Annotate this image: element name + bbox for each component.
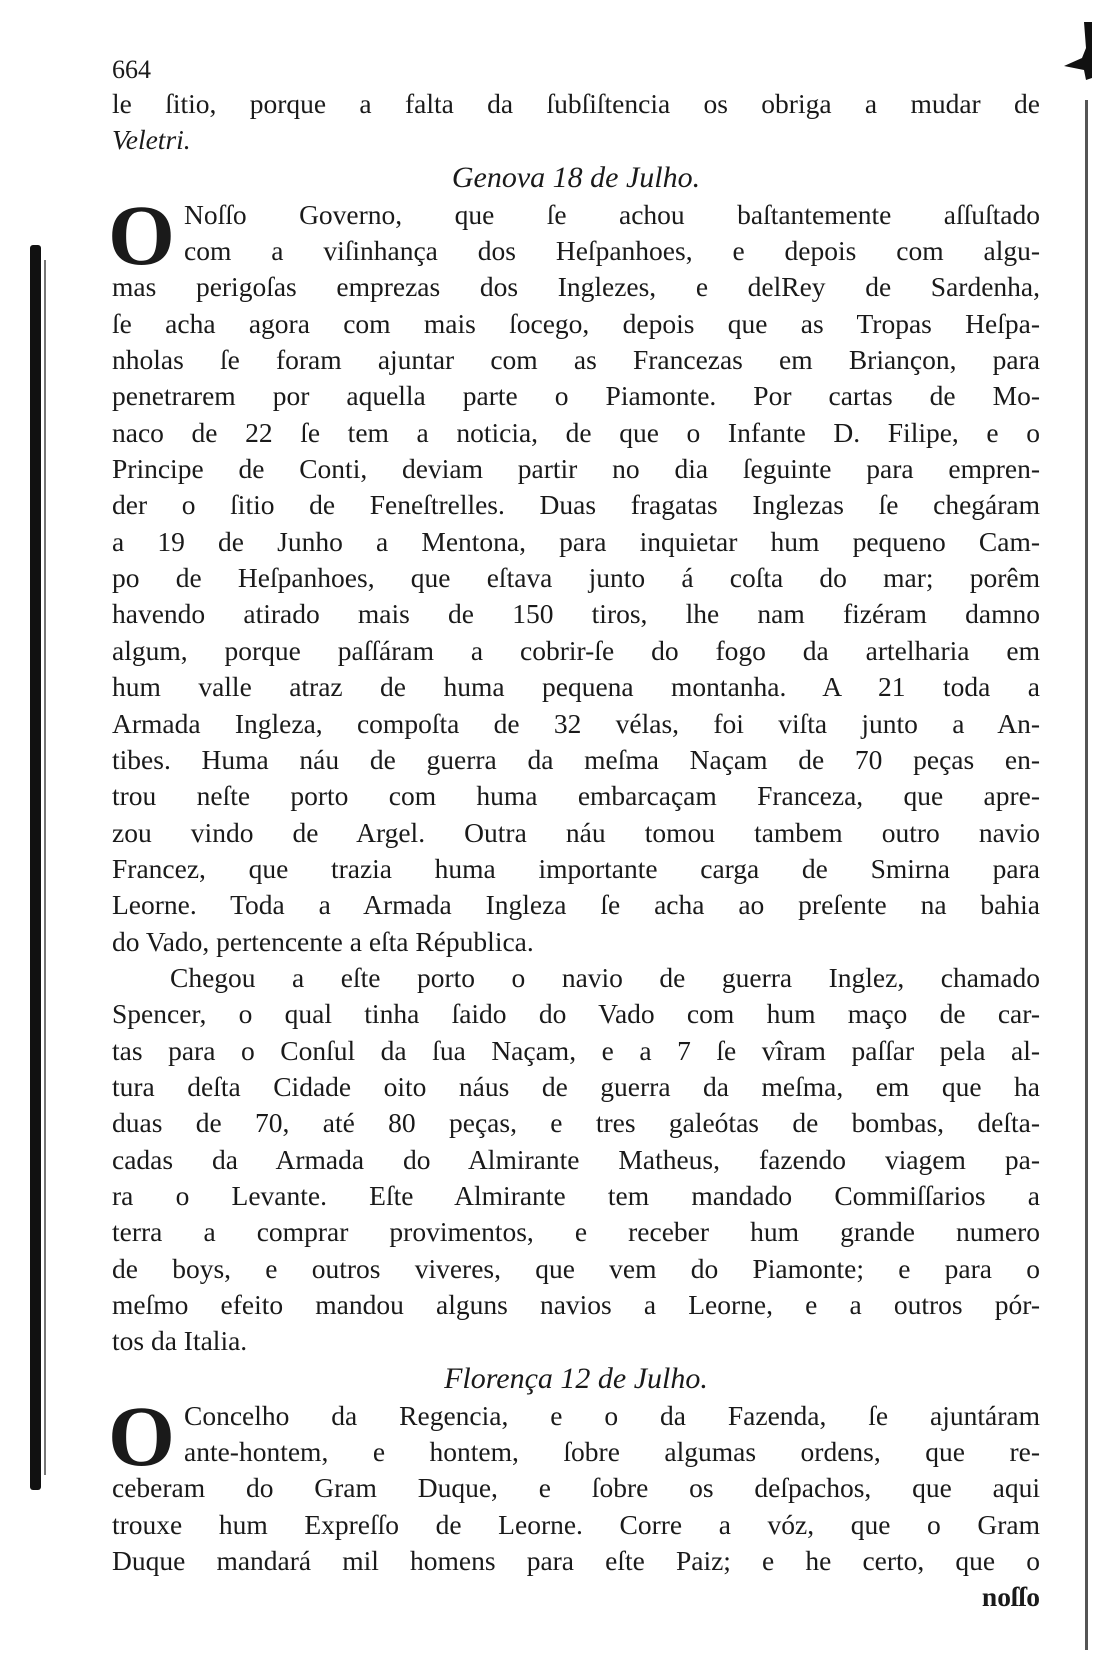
text-line: de boys, e outros viveres, que vem do Piamonte; e para o (112, 1252, 1040, 1284)
text-line: Leorne. Toda a Armada Ingleza ſe acha ao preſente na bahia (112, 889, 1040, 921)
text-line: Concelho da Regencia, e o da Fazenda, ſe ajuntáram (184, 1399, 1040, 1431)
text-line: tas para o Conſul da ſua Naçam, e a 7 ſe vîram paſſar pela al- (112, 1034, 1040, 1066)
text-line: ſe acha agora com mais ſocego, depois que as Tropas Heſpa- (112, 307, 1040, 339)
text-line: a 19 de Junho a Mentona, para inquietar hum pequeno Cam- (112, 525, 1040, 557)
text-line: penetrarem por aquella parte o Piamonte. Por cartas de Mo- (112, 380, 1040, 412)
text-line: zou vindo de Argel. Outra náu tomou tambem outro navio (112, 816, 1040, 848)
dateline-florenca: Florença 12 de Julho. (444, 1361, 708, 1395)
article-paragraph (108, 186, 1040, 960)
page-number: 664 (112, 55, 151, 84)
drop-cap: O (108, 186, 175, 283)
text-line: Spencer, o qual tinha ſaido do Vado com hum maço de car- (112, 998, 1040, 1030)
page-text (108, 52, 1040, 1616)
page-corner-mark (1062, 18, 1100, 108)
text-line: meſmo efeito mandou alguns navios a Leorne, e a outros pór- (112, 1289, 1040, 1320)
text-line: ceberam do Gram Duque, e ſobre os deſpachos, que aqui (112, 1472, 1040, 1504)
page-edge-line (1085, 100, 1088, 1650)
text-line: duas de 70, até 80 peças, e tres galeótas de bombas, deſta- (112, 1107, 1040, 1139)
text-line: Principe de Conti, deviam partir no dia ſeguinte para empren- (112, 453, 1040, 485)
text-line: Chegou a eſte porto o navio de guerra Inglez, chamado (170, 961, 1040, 993)
article-paragraph (108, 1387, 1040, 1616)
text-line: terra a comprar provimentos, e receber hum grande numero (112, 1216, 1040, 1248)
text-line: Francez, que trazia huma importante carga de Smirna para (112, 852, 1040, 884)
text-line: do Vado, pertencente a eſta Républica. (112, 925, 534, 957)
text-line: Duque mandará mil homens para eſte Paiz; e he certo, que o (112, 1545, 1040, 1577)
text-line: tura deſta Cidade oito náus de guerra da meſma, em que ha (112, 1070, 1040, 1102)
text-line: trouxe hum Expreſſo de Leorne. Corre a vóz, que o Gram (112, 1508, 1040, 1540)
text-line: nholas ſe foram ajuntar com as Francezas em Briançon, para (112, 344, 1040, 376)
text-line: Noſſo Governo, que ſe achou baſtantemente aſſuſtado (184, 198, 1040, 230)
article-paragraph (112, 960, 1040, 1360)
binding-edge-line (44, 260, 46, 1475)
text-line: der o ſitio de Feneſtrelles. Duas fragatas Inglezas ſe chegáram (112, 489, 1040, 521)
drop-cap: O (108, 1387, 175, 1484)
text-line: mas perigoſas emprezas dos Inglezes, e delRey de Sardenha, (112, 271, 1040, 303)
text-line: ante-hontem, e hontem, ſobre algumas ordens, que re- (184, 1436, 1040, 1468)
binding-shadow (30, 245, 41, 1490)
text-line: algum, porque paſſáram a cobrir-ſe do fogo da artelharia em (112, 634, 1040, 666)
text-line: ra o Levante. Eſte Almirante tem mandado Commiſſarios a (112, 1179, 1040, 1211)
text-line: le ſitio, porque a falta da ſubſiſtencia os obriga a mudar de (112, 88, 1040, 119)
text-line: com a viſinhança dos Heſpanhoes, e depois com algu- (184, 235, 1040, 267)
text-line: hum valle atraz de huma pequena montanha. A 21 toda a (112, 671, 1040, 703)
text-line: Armada Ingleza, compoſta de 32 vélas, foi viſta junto a An- (112, 707, 1040, 739)
dateline-genova: Genova 18 de Julho. (451, 160, 701, 194)
text-line: naco de 22 ſe tem a noticia, de que o Infante D. Filipe, e o (112, 416, 1040, 448)
text-line: cadas da Armada do Almirante Matheus, fazendo viagem pa- (112, 1143, 1040, 1175)
catchword: noſſo (981, 1581, 1040, 1613)
text-line: Veletri. (112, 124, 191, 156)
text-line: tibes. Huma náu de guerra da meſma Naçam de 70 peças en- (112, 743, 1040, 775)
text-line: havendo atirado mais de 150 tiros, lhe nam fizéram damno (112, 598, 1040, 630)
text-line: tos da Italia. (112, 1325, 248, 1357)
text-line: trou neſte porto com huma embarcaçam Franceza, que apre- (112, 780, 1040, 812)
text-line: po de Heſpanhoes, que eſtava junto á coſta do mar; porêm (112, 562, 1040, 594)
